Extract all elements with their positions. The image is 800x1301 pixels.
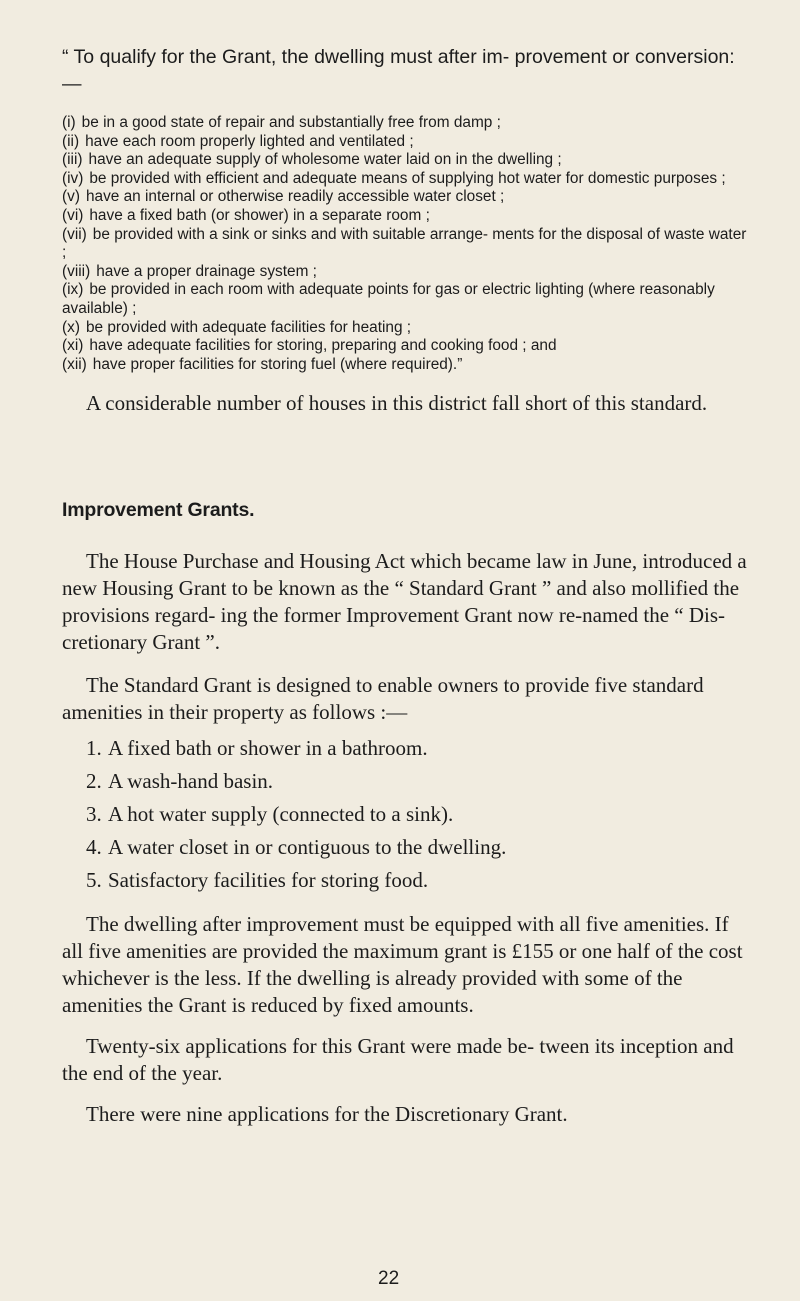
- condition-text: have an adequate supply of wholesome water laid on in the dwelling ;: [88, 151, 562, 169]
- condition-number: (iv): [62, 169, 84, 187]
- condition-text: have an internal or otherwise readily accessible water closet ;: [85, 188, 505, 206]
- condition-number: (v): [62, 188, 80, 206]
- condition-text: be provided in each room with adequate points for gas or electric lighting (where reasonably available) ;: [62, 281, 715, 317]
- condition-text: be provided with adequate facilities for heating ;: [85, 318, 412, 336]
- condition-text: have a fixed bath (or shower) in a separate room ;: [89, 206, 430, 224]
- amenity-text: Satisfactory facilities for storing food.: [108, 868, 429, 893]
- condition-number: (viii): [62, 262, 91, 280]
- document-page: [62, 44, 752, 1128]
- amenity-number: 5.: [86, 868, 102, 893]
- condition-item: [62, 337, 752, 356]
- condition-text: have each room properly lighted and ventilated ;: [85, 132, 414, 150]
- summary-paragraph: A considerable number of houses in this district fall short of this standard.: [86, 391, 708, 416]
- condition-number: (xii): [62, 355, 87, 373]
- applications-paragraph: Twenty-six applications for this Grant were made be- tween its inception and the end of the year.: [62, 1034, 734, 1086]
- amenity-text: A water closet in or contiguous to the dwelling.: [108, 835, 507, 860]
- condition-text: be provided with efficient and adequate means of supplying hot water for domestic purposes ;: [89, 169, 726, 187]
- condition-item: [62, 281, 752, 318]
- condition-number: (ix): [62, 281, 84, 299]
- section-heading: Improvement Grants.: [62, 499, 255, 522]
- condition-number: (x): [62, 318, 80, 336]
- condition-text: have proper facilities for storing fuel (where required).”: [92, 355, 463, 373]
- condition-item: [62, 188, 752, 207]
- condition-number: (vii): [62, 225, 87, 243]
- discretionary-applications-paragraph: There were nine applications for the Discretionary Grant.: [86, 1102, 568, 1127]
- condition-text: have a proper drainage system ;: [96, 262, 317, 280]
- improvement-requirements-paragraph: The dwelling after improvement must be equipped with all five amenities. If all five amenities are provided the maximum grant is £155 or one half of the cost whichever is the less. If the dwelling is already provided with some of the amenities the Grant is reduced by fixed amounts.: [62, 912, 743, 1018]
- amenity-number: 4.: [86, 835, 102, 860]
- condition-item: [62, 151, 752, 170]
- standard-grant-paragraph: The Standard Grant is designed to enable owners to provide five standard amenities in their property as follows :—: [62, 673, 704, 725]
- condition-number: (xi): [62, 337, 84, 355]
- page-number: 22: [378, 1268, 400, 1289]
- amenity-item: [62, 864, 752, 897]
- amenity-text: A hot water supply (connected to a sink).: [108, 802, 454, 827]
- condition-text: have adequate facilities for storing, preparing and cooking food ; and: [89, 337, 557, 355]
- condition-item: [62, 207, 752, 226]
- condition-item: [62, 319, 752, 338]
- condition-text: be in a good state of repair and substantially free from damp ;: [81, 114, 501, 131]
- condition-item: [62, 170, 752, 189]
- act-paragraph: The House Purchase and Housing Act which became law in June, introduced a new Housing Grant to be known as the “ Standard Grant ” and also mollified the provisions regard- ing the former Improvement Grant now re-named the “ Dis- cretionary Grant ”.: [62, 549, 747, 655]
- amenity-text: A fixed bath or shower in a bathroom.: [108, 736, 428, 761]
- condition-item: [62, 263, 752, 282]
- amenity-item: [62, 732, 752, 765]
- amenity-item: [62, 798, 752, 831]
- amenity-number: 3.: [86, 802, 102, 827]
- intro-paragraph: “ To qualify for the Grant, the dwelling must after im- provement or conversion:—: [62, 46, 735, 95]
- amenity-item: [62, 831, 752, 864]
- amenity-number: 2.: [86, 769, 102, 794]
- condition-number: (i): [62, 114, 76, 131]
- amenity-item: [62, 765, 752, 798]
- conditions-list: [62, 114, 752, 374]
- amenities-list: [62, 732, 752, 897]
- amenity-number: 1.: [86, 736, 102, 761]
- condition-number: (ii): [62, 132, 80, 150]
- condition-item: [62, 133, 752, 152]
- condition-text: be provided with a sink or sinks and with suitable arrange- ments for the disposal of waste water ;: [62, 225, 747, 262]
- condition-number: (iii): [62, 151, 83, 169]
- amenity-text: A wash-hand basin.: [108, 769, 274, 794]
- condition-item: [62, 226, 752, 263]
- condition-item: [62, 114, 752, 133]
- condition-number: (vi): [62, 206, 84, 224]
- condition-item: [62, 356, 752, 375]
